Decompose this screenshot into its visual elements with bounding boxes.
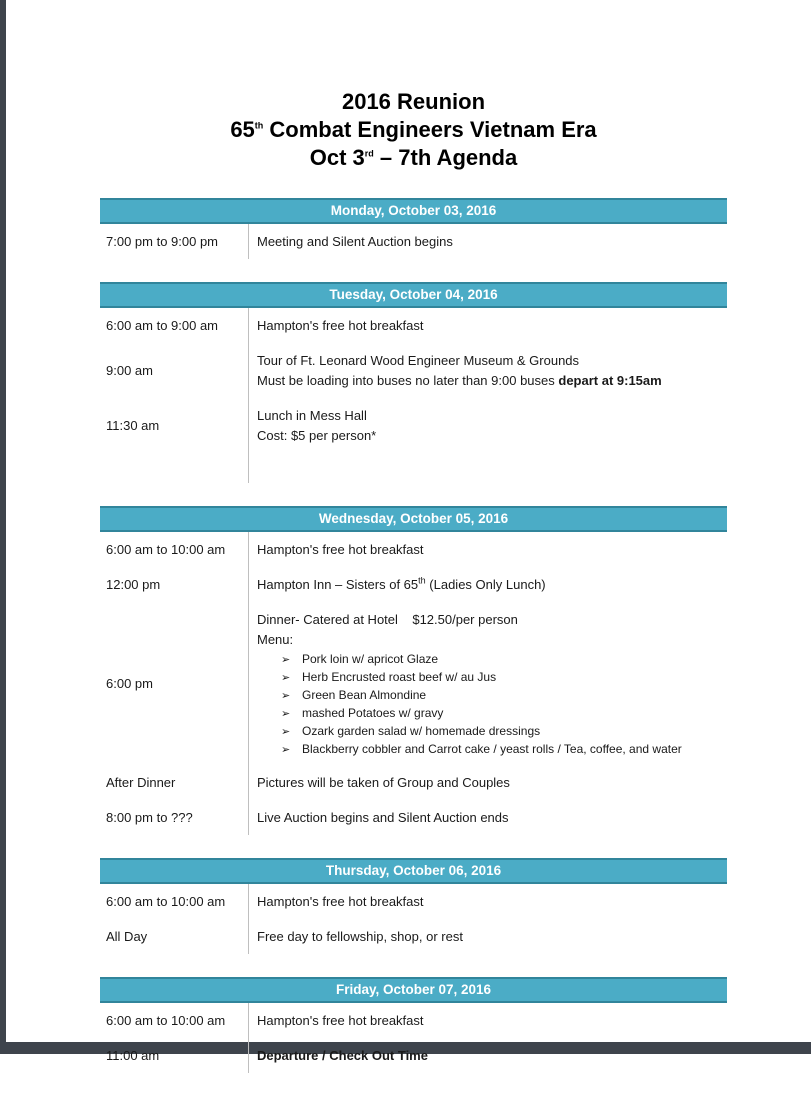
time-cell: 6:00 am to 10:00 am: [106, 1013, 226, 1028]
time-cell: After Dinner: [106, 775, 176, 790]
title-line: [100, 116, 727, 144]
description-line: [257, 1047, 725, 1064]
text-segment: Hampton's free hot breakfast: [257, 1013, 424, 1028]
menu-bullet-line: [257, 687, 725, 704]
agenda-row: [100, 224, 727, 259]
description-cell: [248, 532, 727, 567]
description-cell: [248, 398, 727, 453]
text-segment: Hampton's free hot breakfast: [257, 542, 424, 557]
text-segment: Departure / Check Out Time: [257, 1048, 428, 1063]
arrow-bullet-icon: ➢: [281, 654, 291, 666]
text-segment: Free day to fellowship, shop, or rest: [257, 929, 463, 944]
menu-bullet-line: [257, 651, 725, 668]
agenda-row: [100, 765, 727, 800]
day-section: [100, 506, 727, 835]
day-header: Wednesday, October 05, 2016: [100, 506, 727, 532]
text-segment: Must be loading into buses no later than 9:00 buses: [257, 373, 559, 388]
text-segment: Blackberry cobbler and Carrot cake / yeast rolls / Tea, coffee, and water: [302, 742, 682, 756]
agenda-row: [100, 1038, 727, 1073]
arrow-bullet-icon: ➢: [281, 690, 291, 702]
text-segment: depart at 9:15am: [558, 373, 662, 388]
time-cell: 6:00 am to 9:00 am: [106, 318, 219, 333]
agenda-row: [100, 919, 727, 954]
description-line: [257, 809, 725, 826]
description-cell: [248, 308, 727, 343]
arrow-bullet-icon: ➢: [281, 744, 291, 756]
agenda-row: [100, 398, 727, 453]
description-line: [257, 352, 725, 369]
day-section: [100, 858, 727, 954]
description-cell: [248, 800, 727, 835]
description-line: [257, 1012, 725, 1029]
agenda-row: [100, 800, 727, 835]
arrow-bullet-icon: ➢: [281, 726, 291, 738]
text-segment: Combat Engineers Vietnam Era: [263, 117, 597, 142]
description-line: [257, 317, 725, 334]
text-segment: Menu:: [257, 632, 294, 647]
day-header: Thursday, October 06, 2016: [100, 858, 727, 884]
description-cell: [248, 765, 727, 800]
time-cell: 11:00 am: [106, 1048, 160, 1063]
day-section: [100, 977, 727, 1073]
text-segment: – 7th Agenda: [373, 145, 518, 170]
text-segment: Dinner- Catered at Hotel $12.50/per person: [257, 612, 518, 627]
agenda-row: [100, 308, 727, 343]
description-line: [257, 407, 725, 424]
text-segment: Pictures will be taken of Group and Couples: [257, 775, 510, 790]
description-cell: [248, 602, 727, 765]
day-header: Tuesday, October 04, 2016: [100, 282, 727, 308]
document-title: [100, 88, 727, 172]
time-cell: All Day: [106, 929, 148, 944]
menu-bullet-line: [257, 705, 725, 722]
title-line: [100, 144, 727, 172]
text-segment: Lunch in Mess Hall: [257, 408, 367, 423]
description-line: [257, 611, 725, 628]
time-cell: 6:00 pm: [106, 676, 153, 691]
text-segment: Pork loin w/ apricot Glaze: [302, 652, 439, 666]
description-cell: [248, 224, 727, 259]
description-cell: [248, 343, 727, 398]
text-segment: Ozark garden salad w/ homemade dressings: [302, 724, 541, 738]
text-segment: 65: [230, 117, 255, 142]
day-section: [100, 198, 727, 259]
text-segment: Hampton's free hot breakfast: [257, 894, 424, 909]
time-cell: 7:00 pm to 9:00 pm: [106, 234, 219, 249]
time-cell: 6:00 am to 10:00 am: [106, 894, 226, 909]
menu-bullet-line: [257, 741, 725, 758]
description-cell: [248, 1038, 727, 1073]
description-line: [257, 541, 725, 558]
arrow-bullet-icon: ➢: [281, 672, 291, 684]
text-segment: Cost: $5 per person*: [257, 428, 377, 443]
empty-table-row: [248, 453, 727, 483]
day-header: Monday, October 03, 2016: [100, 198, 727, 224]
text-segment: Hampton's free hot breakfast: [257, 318, 424, 333]
description-cell: [248, 919, 727, 954]
text-segment: Herb Encrusted roast beef w/ au Jus: [302, 670, 497, 684]
description-line: [257, 928, 725, 945]
description-line: [257, 233, 725, 250]
description-line: [257, 576, 725, 593]
superscript-text: rd: [364, 148, 374, 159]
agenda-row: [100, 532, 727, 567]
agenda-sections: [100, 198, 727, 1073]
text-segment: Tour of Ft. Leonard Wood Engineer Museum & Grounds: [257, 353, 580, 368]
time-cell: 9:00 am: [106, 363, 153, 378]
text-segment: Hampton Inn – Sisters of 65: [257, 577, 419, 592]
superscript-text: th: [254, 120, 264, 131]
title-line: [100, 88, 727, 116]
document-content: [100, 0, 727, 1096]
text-segment: (Ladies Only Lunch): [425, 577, 546, 592]
description-line: [257, 631, 725, 648]
description-line: [257, 372, 725, 389]
superscript-text: th: [418, 575, 426, 586]
text-segment: mashed Potatoes w/ gravy: [302, 706, 444, 720]
text-segment: Green Bean Almondine: [302, 688, 427, 702]
description-line: [257, 893, 725, 910]
arrow-bullet-icon: ➢: [281, 708, 291, 720]
text-segment: Live Auction begins and Silent Auction ends: [257, 810, 509, 825]
menu-bullet-line: [257, 669, 725, 686]
description-cell: [248, 1003, 727, 1038]
description-cell: [248, 884, 727, 919]
time-cell: 11:30 am: [106, 418, 160, 433]
description-line: [257, 427, 725, 444]
page-edge-left: [0, 0, 6, 1054]
menu-bullet-line: [257, 723, 725, 740]
agenda-row: [100, 884, 727, 919]
agenda-row: [100, 602, 727, 765]
day-section: [100, 282, 727, 483]
time-cell: 8:00 pm to ???: [106, 810, 193, 825]
description-line: [257, 774, 725, 791]
agenda-row: [100, 343, 727, 398]
time-cell: 12:00 pm: [106, 577, 161, 592]
text-segment: 2016 Reunion: [341, 89, 486, 114]
text-segment: Meeting and Silent Auction begins: [257, 234, 453, 249]
text-segment: Oct 3: [309, 145, 365, 170]
description-cell: [248, 567, 727, 602]
day-header: Friday, October 07, 2016: [100, 977, 727, 1003]
agenda-row: [100, 1003, 727, 1038]
agenda-row: [100, 567, 727, 602]
time-cell: 6:00 am to 10:00 am: [106, 542, 226, 557]
